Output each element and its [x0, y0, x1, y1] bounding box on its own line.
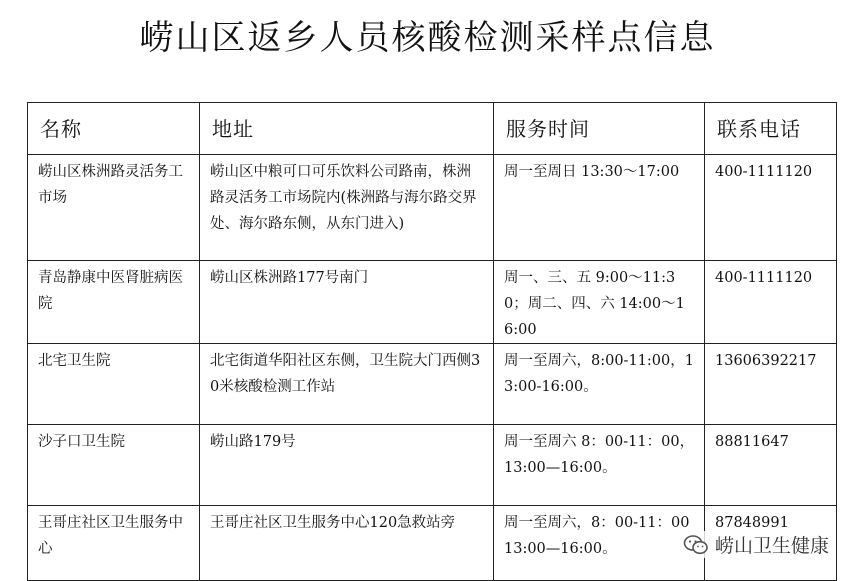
site-phone: 13606392217 [705, 344, 837, 425]
site-name: 沙子口卫生院 [28, 425, 200, 506]
header-phone: 联系电话 [705, 103, 837, 155]
header-address: 地址 [200, 103, 494, 155]
site-hours: 周一至周六，8：00-11：00 13:00—16:00。 [494, 506, 705, 581]
sampling-sites-table [27, 102, 837, 581]
site-phone: 88811647 [705, 425, 837, 506]
table-row [28, 344, 837, 425]
site-address: 崂山路179号 [200, 425, 494, 506]
site-name: 王哥庄社区卫生服务中心 [28, 506, 200, 581]
site-address: 北宅街道华阳社区东侧，卫生院大门西侧30米核酸检测工作站 [200, 344, 494, 425]
header-name: 名称 [28, 103, 200, 155]
site-phone: 400-1111120 [705, 155, 837, 261]
wechat-icon [683, 534, 709, 556]
site-name: 崂山区株洲路灵活务工市场 [28, 155, 200, 261]
site-name: 北宅卫生院 [28, 344, 200, 425]
site-address: 崂山区中粮可口可乐饮料公司路南，株洲路灵活务工市场院内(株洲路与海尔路交界处、海尔路东侧，从东门进入) [200, 155, 494, 261]
site-phone: 87848991 [705, 506, 837, 581]
table-header-row [28, 103, 837, 155]
header-hours: 服务时间 [494, 103, 705, 155]
table-row [28, 425, 837, 506]
site-phone: 400-1111120 [705, 261, 837, 344]
page-title: 崂山区返乡人员核酸检测采样点信息 [139, 18, 716, 58]
site-hours: 周一、三、五 9:00～11:30；周二、四、六 14:00～16:00 [494, 261, 705, 344]
account-watermark [683, 531, 829, 558]
site-address: 崂山区株洲路177号南门 [200, 261, 494, 344]
site-hours: 周一至周日 13:30～17:00 [494, 155, 705, 261]
site-address: 王哥庄社区卫生服务中心120急救站旁 [200, 506, 494, 581]
site-name: 青岛静康中医肾脏病医院 [28, 261, 200, 344]
site-hours: 周一至周六 8：00-11：00，13:00—16:00。 [494, 425, 705, 506]
table-row [28, 261, 837, 344]
table-row [28, 155, 837, 261]
site-hours: 周一至周六，8:00-11:00，13:00-16:00。 [494, 344, 705, 425]
watermark-text: 崂山卫生健康 [714, 535, 829, 557]
